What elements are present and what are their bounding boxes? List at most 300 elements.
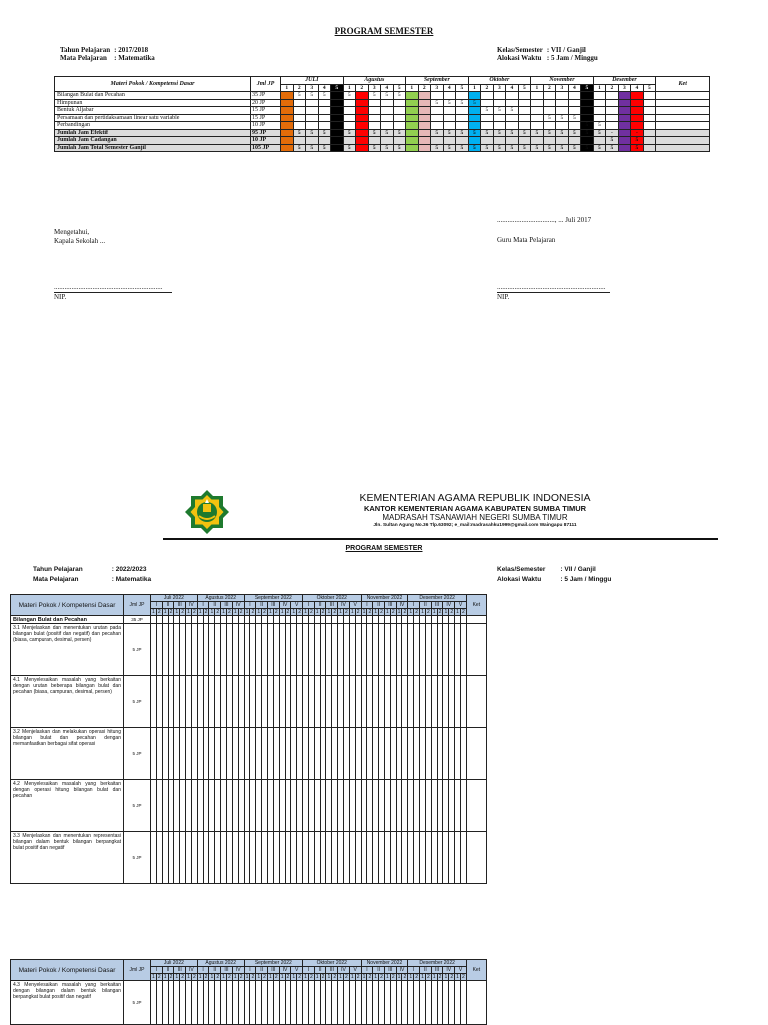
week-header: 5 [518,84,531,92]
week-header: 5 [456,84,469,92]
week-header: I [151,602,163,609]
week-header: 1 [343,84,356,92]
week-header: IV [186,967,198,974]
sub-header: 1 [362,608,366,615]
page2-title: PROGRAM SEMESTER [345,545,423,552]
row-jp: 15 JP [251,114,281,122]
kd-row [11,981,487,1025]
sub-header: 1 [163,608,167,615]
week-cell [543,92,556,100]
sub-header: 2 [298,608,302,615]
week-cell [306,114,319,122]
week-cell [493,99,506,107]
week-cell [293,137,306,145]
col-header-jp: Jml JP [124,595,151,616]
week-cell [406,99,419,107]
col-header-ket: Ket [466,595,486,616]
sub-header: 1 [327,973,331,980]
week-cell [418,92,431,100]
row-label: Himpunan [55,99,251,107]
week-cell [418,99,431,107]
total-row [55,129,710,137]
month-header: November 2022 [361,595,408,602]
week-header: I [408,602,420,609]
sub-header: 2 [426,608,430,615]
sub-header: 2 [169,973,173,980]
week-header: 4 [506,84,519,92]
week-cell [581,92,594,100]
week-cell [468,114,481,122]
week-cell [443,107,456,115]
col-header-materi: Materi Pokok / Kompetensi Dasar [11,595,124,616]
kd-row [11,624,487,676]
week-header: IV [279,967,291,974]
week-header: III [174,602,186,609]
week-header: II [314,967,326,974]
week-header: I [151,967,163,974]
week-cell [506,99,519,107]
month-header: Agustus [343,77,406,85]
week-cell [556,92,569,100]
week-header: 3 [368,84,381,92]
month-header: Oktober [468,77,531,85]
week-cell [568,122,581,130]
week-cell [368,114,381,122]
week-cell [356,107,369,115]
sub-header: 2 [263,973,266,980]
week-cell: 5 [543,114,556,122]
week-header: II [373,967,385,974]
week-cell [431,107,444,115]
week-cell [481,99,494,107]
week-cell [343,99,356,107]
week-cell [418,144,431,152]
week-header: IV [338,602,350,609]
sub-header: 1 [269,973,272,980]
week-cell [381,114,394,122]
week-cell: 5 [468,99,481,107]
week-cell [493,114,506,122]
section-label: Bilangan Bulat dan Pecahan [11,616,124,624]
week-cell: 5 [293,129,306,137]
month-header: November [531,77,594,85]
week-header: 4 [318,84,331,92]
week-cell [281,129,294,137]
week-cell [281,99,294,107]
sub-header: 1 [280,608,284,615]
week-cell: 5 [531,129,544,137]
week-cell [481,114,494,122]
row-jp: 20 JP [251,99,281,107]
week-cell: 5 [493,107,506,115]
week-cell [568,137,581,145]
week-cell [643,144,656,152]
sub-header: 1 [175,973,179,980]
week-header: V [349,602,361,609]
row-jp: 10 JP [251,122,281,130]
week-header: 3 [306,84,319,92]
sign-left-line2: Kapala Sekolah ... [54,237,106,245]
week-cell: 5 [306,92,319,100]
week-cell: 5 [593,122,606,130]
sub-header: 2 [380,973,383,980]
sub-header: 1 [152,973,155,980]
week-cell [393,122,406,130]
kd-jp: 5 JP [124,981,151,1025]
sub-header: 1 [210,608,214,615]
meta-value: : Matematika [111,576,152,583]
row-label: Persamaan dan pertidaksamaan linear satu variable [55,114,251,122]
week-cell [468,107,481,115]
ket-cell [656,129,710,137]
week-cell: 5 [431,129,444,137]
week-cell: 5 [443,129,456,137]
week-cell [468,122,481,130]
week-cell [281,144,294,152]
week-cell [593,92,606,100]
week-cell [643,99,656,107]
row-label: Jumlah Jam Total Semester Ganjil [55,144,251,152]
week-cell [431,114,444,122]
sub-header: 1 [187,608,190,615]
sub-header: 1 [444,608,448,615]
week-header: I [408,967,420,974]
month-header: Oktober 2022 [303,595,362,602]
week-cell [481,137,494,145]
week-cell: 5 [606,137,619,145]
week-header: I [244,602,256,609]
row-jp: 15 JP [251,107,281,115]
week-header: IV [232,602,244,609]
row-jp: 95 JP [251,129,281,137]
week-cell: 5 [506,129,519,137]
week-cell [556,107,569,115]
week-cell: 5 [468,144,481,152]
week-cell [466,780,486,832]
ministry-logo-icon [183,488,231,536]
date-line: ................................., ... Juli 2017 [497,216,592,224]
sub-header: 1 [339,608,342,615]
kd-text: 3.2 Menjelaskan dan melakukan operasi hitung bilangan bulat dan pecahan dengan memanfaatkan berbagai sifat operasi [11,728,124,780]
week-header: IV [396,602,408,609]
week-header: 4 [631,84,644,92]
kd-text: 4.2 Menyelesaikan masalah yang berkaitan dengan operasi hitung bilangan bulat dan pecahan [11,780,124,832]
week-cell [318,114,331,122]
sub-header: 2 [251,973,255,980]
kd-row [11,728,487,780]
sign-right-line1: Guru Mata Pelajaran [497,236,556,244]
week-cell [381,122,394,130]
week-cell [431,92,444,100]
week-cell [393,114,406,122]
week-cell [518,122,531,130]
month-header: Agustus 2022 [197,960,244,967]
sub-header: 2 [204,608,208,615]
sub-header: 2 [181,973,185,980]
week-cell [543,122,556,130]
week-header: IV [396,967,408,974]
meta-value: : 2017/2018 [114,46,149,54]
week-cell [431,122,444,130]
week-cell [606,107,619,115]
week-cell: 5 [493,144,506,152]
office-name: KANTOR KEMENTERIAN AGAMA KABUPATEN SUMBA TIMUR [363,504,587,513]
week-cell [393,99,406,107]
kd-text: 3.1 Menjelaskan dan menentukan urutan pada bilangan bulat (positif dan negatif) dan pecahan (biasa, campuran, desimal, persen) [11,624,124,676]
week-header: V [455,967,467,974]
week-header: I [197,967,209,974]
row-label: Jumlah Jam Cadangan [55,137,251,145]
week-header: 1 [468,84,481,92]
meta-label: Mata Pelajaran [60,54,107,62]
week-cell [318,107,331,115]
ket-cell [656,107,710,115]
sub-header: 1 [304,608,307,615]
week-cell [393,137,406,145]
week-cell [618,122,631,130]
sub-header: 1 [374,973,378,980]
meta-left-2022 [33,565,152,585]
week-header: III [384,602,396,609]
table-row [55,99,710,107]
week-cell: 5 [293,144,306,152]
kd-row [11,832,487,884]
week-cell [331,122,344,130]
week-cell: 5 [481,144,494,152]
week-header: III [326,967,338,974]
sub-header: 2 [309,973,313,980]
sub-header: 1 [222,973,225,980]
ket-cell [656,122,710,130]
week-cell [643,122,656,130]
week-cell: 5 [293,92,306,100]
sub-header: 2 [450,973,454,980]
header-row-months [11,960,487,967]
row-jp: 105 JP [251,144,281,152]
month-header: November 2022 [361,960,408,967]
week-cell [418,107,431,115]
week-cell [606,92,619,100]
week-header: 2 [481,84,494,92]
week-header: I [361,602,373,609]
sub-header: 1 [233,608,237,615]
week-cell [318,99,331,107]
week-cell [466,616,486,624]
sub-header: 2 [368,973,372,980]
week-cell [543,137,556,145]
month-header: Agustus 2022 [197,595,244,602]
month-header: Desember 2022 [408,595,466,602]
week-cell [466,981,486,1025]
week-header: III [267,602,279,609]
week-cell: 5 [381,144,394,152]
sub-header: 2 [228,973,231,980]
month-header: Desember [593,77,656,85]
week-cell: 5 [593,144,606,152]
sub-header: 2 [216,608,220,615]
month-header: September [406,77,469,85]
week-header: III [431,602,443,609]
week-cell [356,144,369,152]
sub-header: 1 [350,608,354,615]
week-header: II [256,602,268,609]
week-cell [643,137,656,145]
sub-header: 2 [415,608,419,615]
week-cell: 5 [456,99,469,107]
week-header: 3 [556,84,569,92]
total-row [55,137,710,145]
sub-header: 1 [397,608,401,615]
week-cell [481,92,494,100]
week-cell [643,129,656,137]
week-cell [466,832,486,884]
week-cell: - [606,129,619,137]
week-cell: 5 [368,92,381,100]
sub-header: 2 [239,973,243,980]
kd-text: 4.1 Menyelesaikan masalah yang berkaitan dengan urutan beberapa bilangan bulat dan pecahan (biasa, campuran, desimal, persen) [11,676,124,728]
week-cell [631,92,644,100]
week-cell [356,129,369,137]
week-cell [281,114,294,122]
week-cell: 5 [306,144,319,152]
sub-header: 2 [192,973,196,980]
week-header: IV [443,602,455,609]
week-cell [456,114,469,122]
week-header: II [420,602,432,609]
week-header: III [384,967,396,974]
week-header: 2 [418,84,431,92]
week-cell [466,728,486,780]
week-cell [606,99,619,107]
week-cell [343,114,356,122]
col-header-ket: Ket [466,960,486,981]
section-jp: 35 JP [124,616,151,624]
week-cell: - [631,129,644,137]
row-label: Jumlah Jam Efektif [55,129,251,137]
week-cell [343,137,356,145]
week-cell: 5 [556,114,569,122]
sub-header: 2 [345,973,348,980]
week-header: I [303,602,315,609]
school-name: MADRASAH TSANAWIAH NEGERI SUMBA TIMUR [382,513,568,522]
week-cell: 5 [431,99,444,107]
week-header: I [303,967,315,974]
week-cell [368,99,381,107]
row-jp: 35 JP [251,92,281,100]
sub-header: 2 [239,608,243,615]
week-cell [443,92,456,100]
week-header: III [431,967,443,974]
week-cell [493,137,506,145]
week-header: IV [443,967,455,974]
sub-header: 1 [292,973,296,980]
week-cell [531,92,544,100]
week-cell: 5 [481,129,494,137]
table-row [55,92,710,100]
week-header: 2 [606,84,619,92]
week-cell [643,107,656,115]
sign-left-dots: .............................................................. [54,283,163,291]
sub-header: 1 [409,608,413,615]
ket-cell [656,144,710,152]
sub-header: 1 [409,973,413,980]
page-title: PROGRAM SEMESTER [334,26,434,36]
week-cell: 5 [431,144,444,152]
week-cell [506,137,519,145]
sub-header: 2 [309,608,313,615]
week-cell: 5 [393,144,406,152]
week-header: 5 [331,84,344,92]
meta-right [497,46,602,62]
kd-jp: 5 JP [124,780,151,832]
week-cell [406,107,419,115]
week-cell [631,99,644,107]
school-address: Jln. Sultan Agung No.36 Tlp.63092; e_mail:madrasahku1999@gmail.com Waingapu 87111 [373,523,577,528]
week-header: V [455,602,467,609]
week-cell: 5 [318,92,331,100]
week-header: 3 [618,84,631,92]
sub-header: 1 [456,973,459,980]
week-cell [356,122,369,130]
week-cell: 5 [581,129,594,137]
week-cell [443,122,456,130]
sub-header: 1 [421,608,424,615]
sub-header: 2 [274,973,278,980]
sub-header: 1 [233,973,237,980]
week-cell [643,92,656,100]
week-cell [468,137,481,145]
week-cell [356,114,369,122]
week-cell: 5 [556,129,569,137]
sub-header: 1 [350,973,354,980]
week-cell [368,122,381,130]
week-cell [368,137,381,145]
week-cell: 5 [343,129,356,137]
section-row [11,616,487,624]
week-cell [643,114,656,122]
sign-right-nip: NIP. [497,292,610,302]
sub-header: 1 [257,608,261,615]
sub-header: 2 [286,973,290,980]
sign-left [54,228,105,246]
week-cell [293,122,306,130]
week-cell [506,92,519,100]
week-cell [281,137,294,145]
meta-value: : Matematika [114,54,155,62]
week-cell [518,99,531,107]
week-header: 4 [443,84,456,92]
week-cell: 5 [456,144,469,152]
week-cell [318,122,331,130]
ministry-name: KEMENTERIAN AGAMA REPUBLIK INDONESIA [359,492,591,504]
week-cell: 5 [531,144,544,152]
week-cell [493,92,506,100]
meta-label: Mata Pelajaran [33,576,79,583]
sub-header: 1 [175,608,179,615]
sign-left-nip: NIP. [54,292,172,302]
week-header: II [209,967,221,974]
sub-header: 2 [426,973,430,980]
week-cell [618,144,631,152]
week-header: IV [279,602,291,609]
sub-header: 1 [187,973,190,980]
sub-header: 1 [163,973,167,980]
ket-cell [656,137,710,145]
sub-header: 2 [345,608,348,615]
week-header: 2 [356,84,369,92]
week-cell [581,137,594,145]
sub-header: 2 [169,608,173,615]
